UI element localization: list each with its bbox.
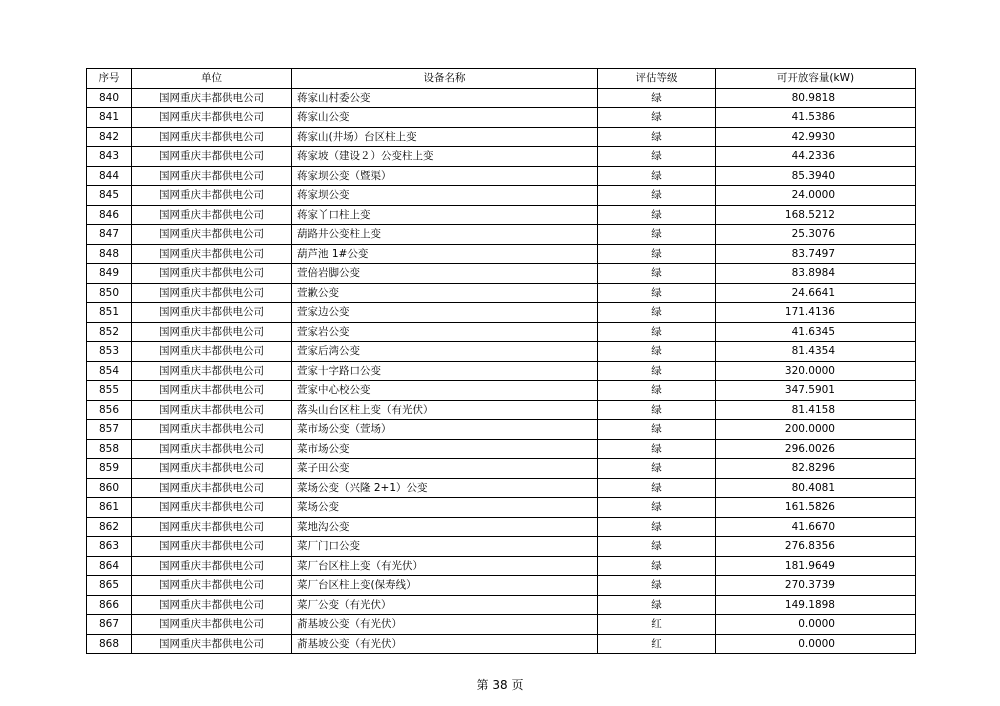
cell-capacity: 41.6670 [716, 517, 916, 537]
cell-unit: 国网重庆丰都供电公司 [132, 186, 292, 206]
header-rating: 评估等级 [598, 69, 716, 89]
table-row [87, 634, 916, 654]
cell-capacity: 181.9649 [716, 556, 916, 576]
cell-device-name: 菜厂台区柱上变(保寿线） [292, 576, 598, 596]
cell-index: 856 [87, 400, 132, 420]
cell-index: 851 [87, 303, 132, 323]
table-row [87, 615, 916, 635]
cell-device-name: 蒋家山公变 [292, 108, 598, 128]
cell-rating: 绿 [598, 420, 716, 440]
cell-device-name: 菜厂公变（有光伏） [292, 595, 598, 615]
cell-device-name: 菜场公变 [292, 498, 598, 518]
cell-capacity: 83.8984 [716, 264, 916, 284]
cell-unit: 国网重庆丰都供电公司 [132, 205, 292, 225]
cell-device-name: 菜厂台区柱上变（有光伏） [292, 556, 598, 576]
cell-capacity: 320.0000 [716, 361, 916, 381]
table-row [87, 166, 916, 186]
cell-capacity: 347.5901 [716, 381, 916, 401]
cell-device-name: 蒋家山(井场）台区柱上变 [292, 127, 598, 147]
table-body [87, 88, 916, 654]
cell-unit: 国网重庆丰都供电公司 [132, 517, 292, 537]
cell-rating: 红 [598, 634, 716, 654]
cell-capacity: 200.0000 [716, 420, 916, 440]
cell-rating: 绿 [598, 459, 716, 479]
cell-index: 852 [87, 322, 132, 342]
cell-index: 841 [87, 108, 132, 128]
cell-index: 850 [87, 283, 132, 303]
cell-rating: 绿 [598, 283, 716, 303]
table-row [87, 147, 916, 167]
cell-device-name: 菜子田公变 [292, 459, 598, 479]
table-row [87, 576, 916, 596]
cell-capacity: 24.0000 [716, 186, 916, 206]
cell-capacity: 81.4354 [716, 342, 916, 362]
cell-index: 848 [87, 244, 132, 264]
cell-index: 844 [87, 166, 132, 186]
table-row [87, 244, 916, 264]
cell-rating: 绿 [598, 381, 716, 401]
cell-rating: 绿 [598, 244, 716, 264]
cell-rating: 绿 [598, 127, 716, 147]
cell-unit: 国网重庆丰都供电公司 [132, 478, 292, 498]
cell-unit: 国网重庆丰都供电公司 [132, 400, 292, 420]
table-row [87, 88, 916, 108]
cell-device-name: 萱歉公变 [292, 283, 598, 303]
cell-device-name: 蒋家坝公变（暨渠） [292, 166, 598, 186]
cell-capacity: 149.1898 [716, 595, 916, 615]
cell-unit: 国网重庆丰都供电公司 [132, 244, 292, 264]
cell-device-name: 葫路井公变柱上变 [292, 225, 598, 245]
cell-device-name: 萮基坡公变（有光伏） [292, 615, 598, 635]
cell-unit: 国网重庆丰都供电公司 [132, 361, 292, 381]
cell-index: 860 [87, 478, 132, 498]
table-row [87, 400, 916, 420]
page-number: 第 38 页 [476, 678, 524, 692]
table-row [87, 459, 916, 479]
cell-rating: 绿 [598, 556, 716, 576]
cell-index: 845 [87, 186, 132, 206]
cell-rating: 绿 [598, 576, 716, 596]
cell-rating: 绿 [598, 400, 716, 420]
cell-device-name: 蒋家坡（建设２）公变柱上变 [292, 147, 598, 167]
cell-unit: 国网重庆丰都供电公司 [132, 537, 292, 557]
cell-device-name: 蒋家坝公变 [292, 186, 598, 206]
cell-index: 867 [87, 615, 132, 635]
cell-rating: 绿 [598, 322, 716, 342]
cell-unit: 国网重庆丰都供电公司 [132, 88, 292, 108]
cell-rating: 绿 [598, 108, 716, 128]
cell-index: 842 [87, 127, 132, 147]
cell-unit: 国网重庆丰都供电公司 [132, 381, 292, 401]
cell-capacity: 270.3739 [716, 576, 916, 596]
cell-rating: 绿 [598, 303, 716, 323]
cell-device-name: 葫芦池 1#公变 [292, 244, 598, 264]
table-row [87, 381, 916, 401]
cell-index: 846 [87, 205, 132, 225]
cell-unit: 国网重庆丰都供电公司 [132, 498, 292, 518]
table-row [87, 498, 916, 518]
cell-index: 865 [87, 576, 132, 596]
cell-index: 853 [87, 342, 132, 362]
cell-unit: 国网重庆丰都供电公司 [132, 634, 292, 654]
cell-rating: 绿 [598, 478, 716, 498]
cell-capacity: 80.9818 [716, 88, 916, 108]
table-row [87, 186, 916, 206]
cell-capacity: 41.6345 [716, 322, 916, 342]
cell-unit: 国网重庆丰都供电公司 [132, 166, 292, 186]
cell-device-name: 蒋家丫口柱上变 [292, 205, 598, 225]
table-row [87, 303, 916, 323]
header-index: 序号 [87, 69, 132, 89]
cell-capacity: 276.8356 [716, 537, 916, 557]
cell-rating: 绿 [598, 361, 716, 381]
cell-capacity: 25.3076 [716, 225, 916, 245]
cell-unit: 国网重庆丰都供电公司 [132, 420, 292, 440]
cell-index: 864 [87, 556, 132, 576]
table-row [87, 517, 916, 537]
cell-rating: 绿 [598, 498, 716, 518]
cell-capacity: 81.4158 [716, 400, 916, 420]
cell-device-name: 萱家中心校公变 [292, 381, 598, 401]
cell-rating: 绿 [598, 166, 716, 186]
cell-unit: 国网重庆丰都供电公司 [132, 225, 292, 245]
cell-index: 855 [87, 381, 132, 401]
table-row [87, 283, 916, 303]
cell-unit: 国网重庆丰都供电公司 [132, 556, 292, 576]
table-row [87, 264, 916, 284]
cell-rating: 绿 [598, 88, 716, 108]
cell-index: 858 [87, 439, 132, 459]
header-device-name: 设备名称 [292, 69, 598, 89]
cell-rating: 绿 [598, 595, 716, 615]
cell-index: 854 [87, 361, 132, 381]
table-row [87, 322, 916, 342]
cell-capacity: 83.7497 [716, 244, 916, 264]
cell-unit: 国网重庆丰都供电公司 [132, 264, 292, 284]
cell-rating: 绿 [598, 147, 716, 167]
table-row [87, 361, 916, 381]
header-capacity: 可开放容量(kW) [716, 69, 916, 89]
cell-index: 840 [87, 88, 132, 108]
cell-index: 861 [87, 498, 132, 518]
cell-index: 847 [87, 225, 132, 245]
cell-unit: 国网重庆丰都供电公司 [132, 108, 292, 128]
cell-rating: 绿 [598, 517, 716, 537]
cell-capacity: 0.0000 [716, 634, 916, 654]
header-unit: 单位 [132, 69, 292, 89]
cell-index: 857 [87, 420, 132, 440]
cell-capacity: 44.2336 [716, 147, 916, 167]
cell-device-name: 菜场公变（兴隆 2+1）公变 [292, 478, 598, 498]
cell-device-name: 萱家边公变 [292, 303, 598, 323]
cell-device-name: 菜厂门口公变 [292, 537, 598, 557]
cell-unit: 国网重庆丰都供电公司 [132, 283, 292, 303]
table-row [87, 537, 916, 557]
cell-unit: 国网重庆丰都供电公司 [132, 303, 292, 323]
cell-capacity: 80.4081 [716, 478, 916, 498]
cell-rating: 绿 [598, 439, 716, 459]
cell-rating: 绿 [598, 186, 716, 206]
cell-rating: 绿 [598, 537, 716, 557]
cell-capacity: 85.3940 [716, 166, 916, 186]
cell-unit: 国网重庆丰都供电公司 [132, 147, 292, 167]
table-row [87, 420, 916, 440]
cell-device-name: 菜市场公变 [292, 439, 598, 459]
cell-device-name: 萱家十字路口公变 [292, 361, 598, 381]
cell-unit: 国网重庆丰都供电公司 [132, 615, 292, 635]
cell-index: 843 [87, 147, 132, 167]
capacity-table [86, 68, 916, 654]
cell-rating: 绿 [598, 264, 716, 284]
table-row [87, 439, 916, 459]
cell-device-name: 落头山台区柱上变（有光伏） [292, 400, 598, 420]
table-row [87, 556, 916, 576]
cell-unit: 国网重庆丰都供电公司 [132, 576, 292, 596]
cell-unit: 国网重庆丰都供电公司 [132, 322, 292, 342]
cell-capacity: 42.9930 [716, 127, 916, 147]
cell-rating: 绿 [598, 205, 716, 225]
cell-rating: 红 [598, 615, 716, 635]
table-row [87, 342, 916, 362]
cell-unit: 国网重庆丰都供电公司 [132, 342, 292, 362]
table-row [87, 127, 916, 147]
cell-capacity: 41.5386 [716, 108, 916, 128]
cell-device-name: 菜市场公变（萱场） [292, 420, 598, 440]
cell-unit: 国网重庆丰都供电公司 [132, 595, 292, 615]
cell-index: 866 [87, 595, 132, 615]
table-row [87, 205, 916, 225]
cell-unit: 国网重庆丰都供电公司 [132, 127, 292, 147]
table-row [87, 478, 916, 498]
cell-device-name: 萱家岩公变 [292, 322, 598, 342]
cell-device-name: 菜地沟公变 [292, 517, 598, 537]
cell-index: 849 [87, 264, 132, 284]
cell-rating: 绿 [598, 225, 716, 245]
table-row [87, 225, 916, 245]
cell-index: 863 [87, 537, 132, 557]
cell-unit: 国网重庆丰都供电公司 [132, 439, 292, 459]
table-header-row [87, 69, 916, 89]
table-row [87, 108, 916, 128]
cell-rating: 绿 [598, 342, 716, 362]
cell-index: 868 [87, 634, 132, 654]
cell-capacity: 171.4136 [716, 303, 916, 323]
document-table-container [86, 68, 915, 654]
cell-device-name: 萱家后湾公变 [292, 342, 598, 362]
cell-capacity: 0.0000 [716, 615, 916, 635]
cell-device-name: 萱倍岩脚公变 [292, 264, 598, 284]
cell-device-name: 萮基坡公变（有光伏） [292, 634, 598, 654]
cell-index: 859 [87, 459, 132, 479]
cell-capacity: 82.8296 [716, 459, 916, 479]
cell-index: 862 [87, 517, 132, 537]
cell-device-name: 蒋家山村委公变 [292, 88, 598, 108]
cell-capacity: 296.0026 [716, 439, 916, 459]
cell-unit: 国网重庆丰都供电公司 [132, 459, 292, 479]
cell-capacity: 168.5212 [716, 205, 916, 225]
table-row [87, 595, 916, 615]
cell-capacity: 24.6641 [716, 283, 916, 303]
cell-capacity: 161.5826 [716, 498, 916, 518]
